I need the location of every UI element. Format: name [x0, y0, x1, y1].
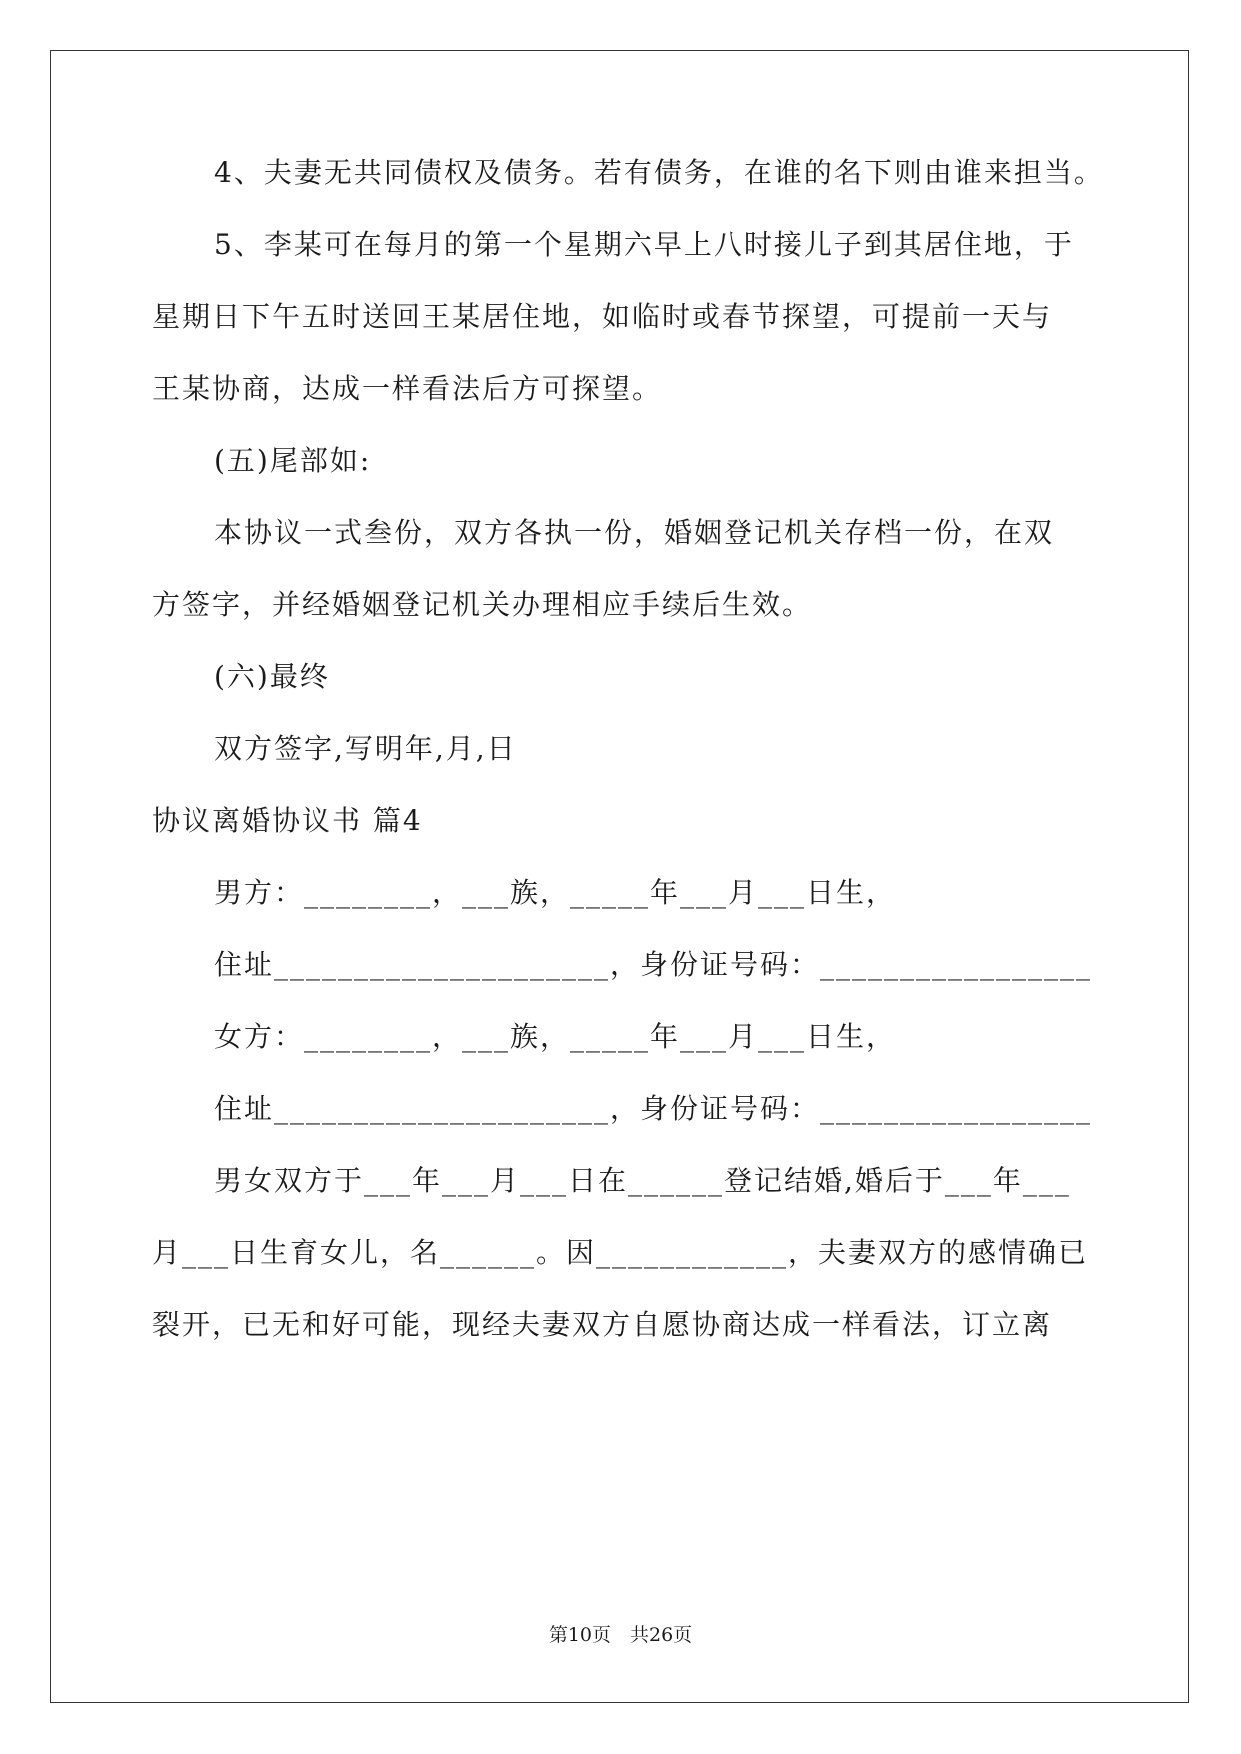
- text-line: 双方签字,写明年,月,日: [214, 732, 517, 765]
- document-title: 协议离婚协议书 篇4: [152, 804, 423, 837]
- female-party-line: 女方：________，___族，_____年___月___日生，: [214, 1020, 897, 1053]
- male-party-line: 男方：________，___族，_____年___月___日生，: [214, 876, 897, 909]
- page-number: 第10页 共26页: [548, 1624, 693, 1646]
- text-line: 方签字，并经婚姻登记机关办理相应手续后生效。: [152, 588, 813, 621]
- text-line: 4、夫妻无共同债权及债务。若有债务，在谁的名下则由谁来担当。: [214, 156, 1104, 189]
- text-line: 星期日下午五时送回王某居住地，如临时或春节探望，可提前一天与: [152, 300, 1053, 333]
- text-line: 裂开，已无和好可能，现经夫妻双方自愿协商达成一样看法，订立离: [152, 1308, 1053, 1341]
- section-heading: (六)最终: [214, 660, 330, 693]
- text-line: 月___日生育女儿，名______。因____________，夫妻双方的感情确已: [152, 1236, 1089, 1269]
- male-address-line: 住址_____________________，身份证号码：_________________: [214, 948, 1093, 981]
- text-line: 男女双方于___年___月___日在______登记结婚,婚后于___年___: [214, 1164, 1071, 1197]
- text-line: 5、李某可在每月的第一个星期六早上八时接儿子到其居住地，于: [214, 228, 1074, 261]
- text-line: 本协议一式叁份，双方各执一份，婚姻登记机关存档一份，在双: [214, 516, 1055, 549]
- female-address-line: 住址_____________________，身份证号码：_________________: [214, 1092, 1093, 1125]
- text-line: 王某协商，达成一样看法后方可探望。: [152, 372, 663, 405]
- section-heading: (五)尾部如:: [214, 444, 372, 477]
